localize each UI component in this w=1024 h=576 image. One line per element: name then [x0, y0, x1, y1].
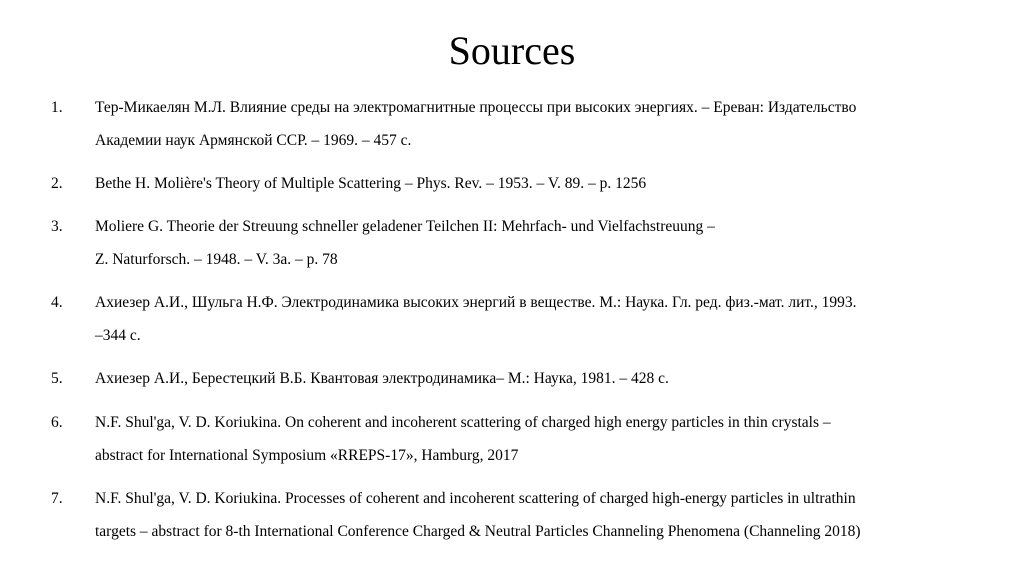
reference-text [95, 482, 995, 548]
reference-text [95, 406, 995, 472]
reference-text [95, 167, 995, 200]
reference-line: Тер-Микаелян М.Л. Влияние среды на электромагнитные процессы при высоких энергиях. – Ереван: Издательство [95, 99, 857, 116]
reference-line: N.F. Shul'ga, V. D. Koriukina. On coherent and incoherent scattering of charged high energy particles in thin crystals – [95, 414, 831, 431]
reference-text [95, 210, 995, 276]
reference-text [95, 362, 995, 395]
reference-number: 4. [51, 294, 63, 311]
reference-number: 7. [51, 490, 63, 507]
reference-text [95, 91, 995, 157]
reference-line: Bethe H. Molière's Theory of Multiple Scattering – Phys. Rev. – 1953. – V. 89. – p. 1256 [95, 175, 647, 192]
reference-number: 3. [51, 218, 63, 235]
reference-number: 1. [51, 99, 63, 116]
reference-line: Ахиезер А.И., Берестецкий В.Б. Квантовая электродинамика– М.: Наука, 1981. – 428 с. [95, 370, 669, 387]
slide-title: Sources [448, 28, 576, 73]
reference-line: abstract for International Symposium «RREPS-17», Hamburg, 2017 [95, 447, 519, 464]
reference-number: 2. [51, 175, 63, 192]
reference-line: Moliere G. Theorie der Streuung schneller geladener Teilchen II: Mehrfach- und Vielfachstreuung – [95, 218, 715, 235]
reference-line: –344 с. [95, 327, 141, 344]
reference-line: targets – abstract for 8-th International Conference Charged & Neutral Particles Channeling Phenomena (Channeling 2018) [95, 523, 861, 540]
reference-line: N.F. Shul'ga, V. D. Koriukina. Processes of coherent and incoherent scattering of charged high-energy particles in ultrathin [95, 490, 856, 507]
reference-number: 5. [51, 370, 63, 387]
reference-text [95, 286, 995, 352]
reference-line: Ахиезер А.И., Шульга Н.Ф. Электродинамика высоких энергий в веществе. М.: Наука. Гл. ред. физ.-мат. лит., 1993. [95, 294, 857, 311]
reference-line: Академии наук Армянской ССР. – 1969. – 457 с. [95, 132, 412, 149]
reference-line: Z. Naturforsch. – 1948. – V. 3a. – p. 78 [95, 251, 338, 268]
reference-number: 6. [51, 414, 63, 431]
